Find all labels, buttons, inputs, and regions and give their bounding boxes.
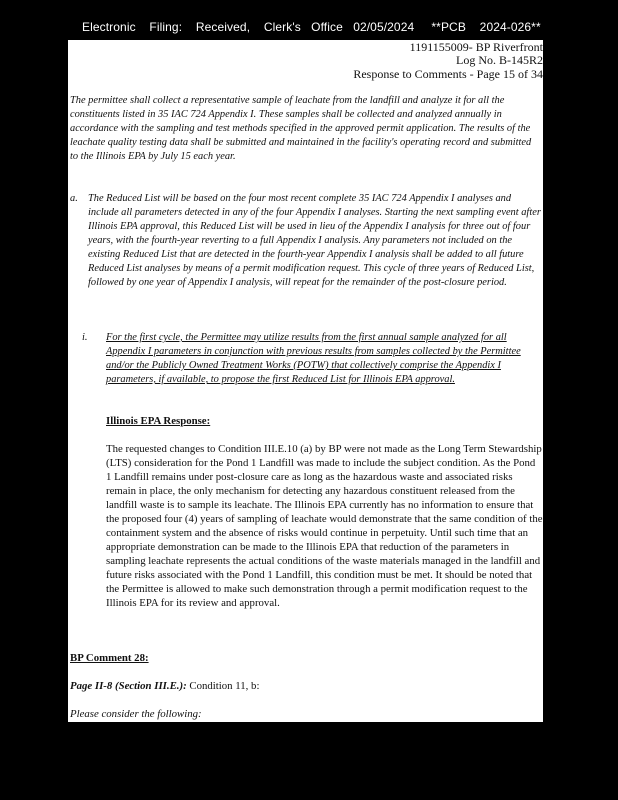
closing-line: Please consider the following: <box>70 708 202 720</box>
doc-header-line2: Log No. B-145R2 <box>456 53 543 67</box>
epa-response-text: The requested changes to Condition III.E.10 (a) by BP were not made as the Long Term Stewardship (LTS) consideration for the Pond 1 Landfill was made to include the subject condition. As the Pond 1 Landfill remains under post-closure care as long as the hazardous waste and associated risks remain in place, the only mechanism for detecting any hazardous constituent released from the landfill waste is to sample its leachate. The Illinois EPA currently has no information to ensure that the proposed four (4) years of sampling of leachate would demonstrate that the same condition of the containment system and the absence of risks would continue in perpetuity. Until such time that an appropriate demonstration can be made to the Illinois EPA that reduction of the parameters in sampling leachate represents the actual conditions of the waste materials managed in the landfill and future risks associated with the Pond 1 Landfill, this condition must be met. It should be noted that the Permittee is allowed to make such demonstration through a permit modification request to the Illinois EPA for its review and approval. <box>106 443 543 609</box>
epa-response-heading: Illinois EPA Response: <box>106 415 211 427</box>
page-ref-label: Page II-8 (Section III.E.): <box>70 680 187 692</box>
page-reference <box>70 679 259 693</box>
doc-header-line1: 1191155009- BP Riverfront <box>409 40 543 54</box>
item-i-label: i. <box>82 332 88 343</box>
page-ref-condition: Condition 11, b: <box>189 680 260 692</box>
item-i-text: For the first cycle, the Permittee may utilize results from the first annual sample analyzed for all Appendix I parameters in conjunction with previous results from samples collected by the Permittee and/or the Publicly Owned Treatment Works (POTW) that collectively comprise the Appendix I parameters, if available, to propose the first Reduced List for Illinois EPA approval. <box>106 332 521 385</box>
doc-header-line3: Response to Comments - Page 15 of 34 <box>353 67 543 81</box>
filing-stamp-bar <box>0 0 618 40</box>
filing-stamp-text: Electronic Filing: Received, Clerk's Office 02/05/2024 **PCB 2024-026** <box>82 20 541 34</box>
item-a-label: a. <box>70 193 78 204</box>
intro-paragraph: The permittee shall collect a representative sample of leachate from the landfill and analyze it for all the constituents listed in 35 IAC 724 Appendix I. These samples shall be collected and analyzed annually in accordance with the sampling and test methods specified in the approved permit application. The results of the leachate quality testing data shall be submitted and maintained in the facility's operating record and submitted to the Illinois EPA by July 15 each year. <box>70 95 532 162</box>
comment-heading: BP Comment 28: <box>70 652 149 664</box>
document-page <box>68 40 543 722</box>
item-a-text: The Reduced List will be based on the four most recent complete 35 IAC 724 Appendix I analyses and include all parameters detected in any of the four Appendix I analyses. Starting the next sampling event after Illinois EPA approval, this Reduced List will be used in lieu of the Appendix I analysis for three out of four years, with the fourth-year reverting to a full Appendix I analysis. Any parameters not included on the existing Reduced List that are detected in the fourth-year Appendix I analysis shall be added to all future Reduced List analyses by means of a permit modification request. This cycle of three years of Reduced List, followed by one year of Appendix I analysis, will repeat for the remainder of the post-closure period. <box>88 193 541 288</box>
